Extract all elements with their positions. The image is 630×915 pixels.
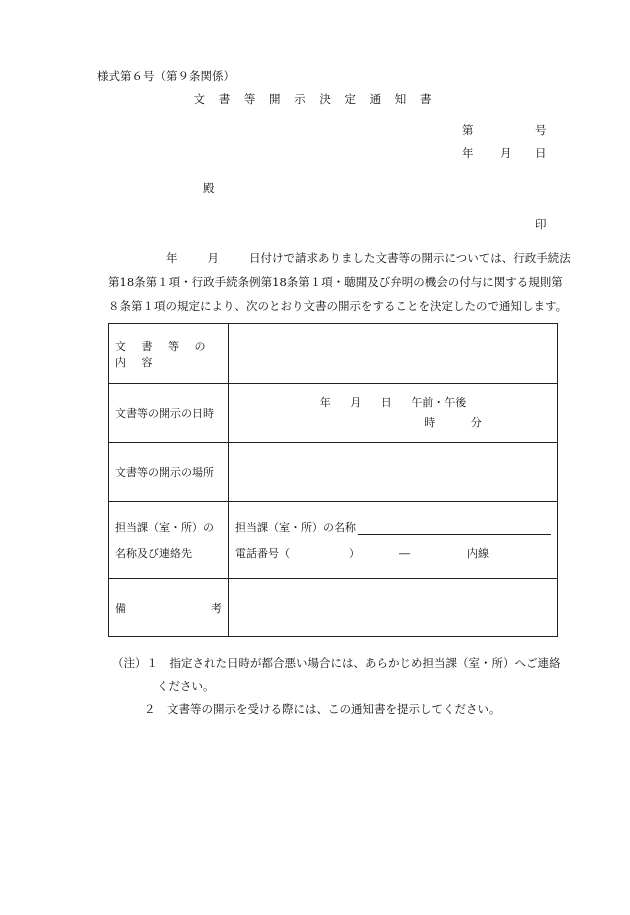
label-disclosure-place: 文書等の開示の場所	[109, 443, 229, 502]
label-contact	[109, 502, 229, 579]
note-2	[112, 698, 582, 721]
dt-day: 日	[380, 396, 392, 409]
form-number: 様式第６号（第９条関係）	[97, 69, 235, 83]
body-line-1-text: 日付けで請求ありました文書等の開示については、行政手続法	[249, 251, 571, 265]
date-month: 月	[500, 146, 512, 160]
document-title: 文 書 等 開 示 決 定 通 知 書	[193, 92, 437, 106]
value-document-content[interactable]	[229, 324, 558, 384]
label-document-content: 文 書 等 の 内 容	[109, 324, 229, 384]
note-1-continued: ください。	[157, 679, 215, 693]
note-2-text: 文書等の開示を受ける際には、この通知書を提示してください。	[167, 702, 501, 716]
note-prefix: （注）１	[112, 656, 158, 670]
notes-section	[112, 652, 582, 721]
date-day: 日	[535, 146, 547, 160]
note-1	[112, 652, 582, 675]
contact-phone-close: ）	[349, 547, 360, 560]
label-contact-line-1: 担当課（室・所）の	[115, 521, 214, 534]
seal-mark: 印	[535, 217, 547, 231]
body-line-2: 第18条第１項・行政手続条例第18条第１項・聴聞及び弁明の機会の付与に関する規則第	[108, 275, 563, 289]
body-month: 月	[207, 251, 219, 265]
notice-body	[108, 246, 578, 318]
contact-phone-label: 電話番号（	[235, 547, 290, 560]
value-disclosure-datetime[interactable]	[229, 384, 558, 443]
body-year: 年	[166, 251, 178, 265]
body-line-3: ８条第１項の規定により、次のとおり文書の開示をすることを決定したので通知します。	[108, 299, 568, 313]
body-line-1	[108, 246, 578, 270]
dt-year: 年	[319, 396, 331, 409]
label-disclosure-datetime: 文書等の開示の日時	[109, 384, 229, 443]
table-row-remarks	[109, 579, 558, 637]
table-row-content	[109, 324, 558, 384]
value-disclosure-place[interactable]	[229, 443, 558, 502]
dt-hour: 時	[424, 416, 436, 429]
table-row-place	[109, 443, 558, 502]
table-row-datetime	[109, 384, 558, 443]
value-remarks[interactable]	[229, 579, 558, 637]
label-remarks-right: 考	[211, 601, 222, 615]
value-contact[interactable]	[229, 502, 558, 579]
label-remarks-left: 備	[115, 601, 126, 615]
label-remarks	[109, 579, 229, 637]
contact-extension: 内線	[467, 547, 489, 560]
notice-number-prefix: 第	[462, 123, 474, 137]
label-contact-line-2: 名称及び連絡先	[115, 547, 192, 560]
note-2-number: ２	[144, 702, 156, 716]
contact-name-label: 担当課（室・所）の名称	[235, 521, 356, 534]
note-1-text-a: 指定された日時が都合悪い場合には、あらかじめ担当課（室・所）へご連絡	[169, 656, 561, 670]
disclosure-info-table	[108, 323, 558, 637]
contact-dash: ―	[399, 547, 410, 560]
contact-name-underline	[358, 520, 551, 535]
date-year: 年	[462, 146, 474, 160]
dt-ampm: 午前・午後	[411, 396, 467, 409]
dt-minute: 分	[470, 416, 482, 429]
addressee-suffix: 殿	[203, 181, 215, 195]
dt-month: 月	[350, 396, 362, 409]
notice-number-suffix: 号	[535, 123, 547, 137]
table-row-contact	[109, 502, 558, 579]
